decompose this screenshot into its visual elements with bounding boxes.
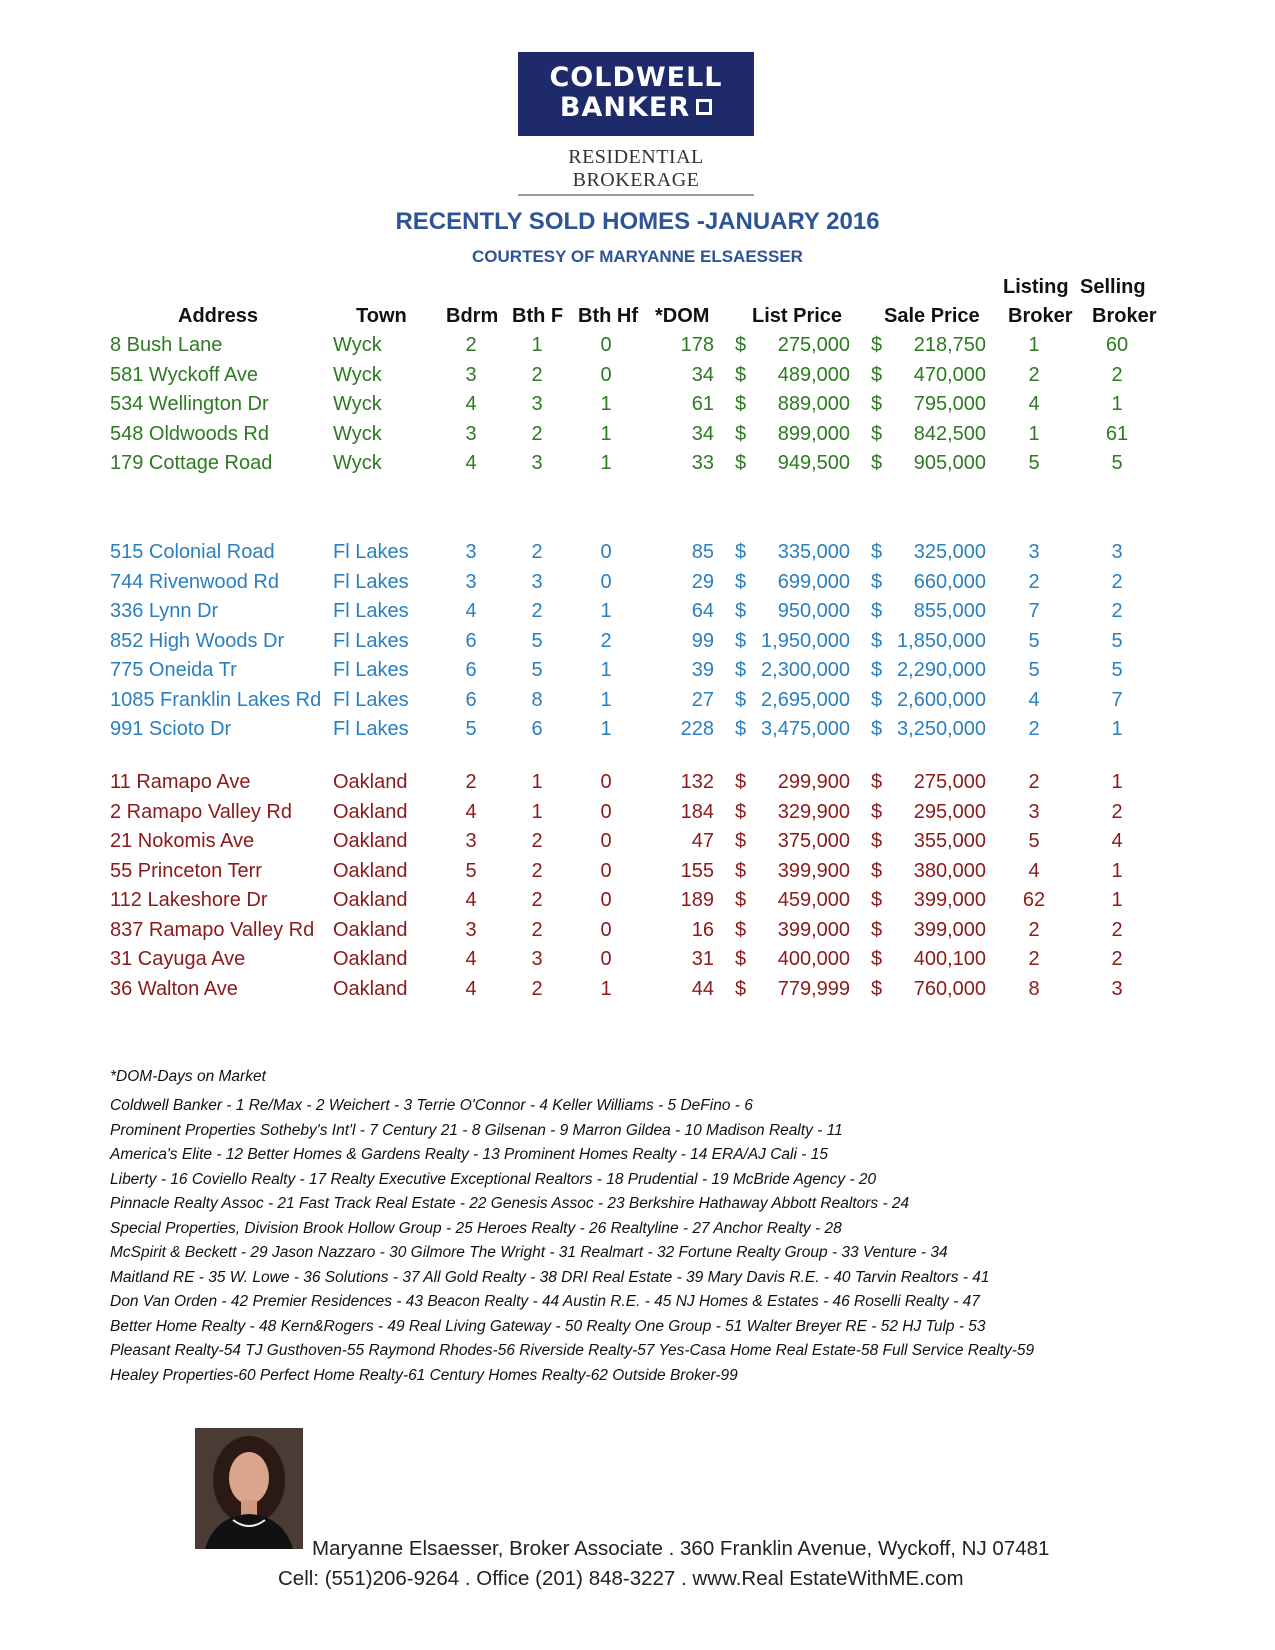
bath-half-cell: 1 (600, 452, 612, 474)
dom-cell: 47 (691, 830, 714, 852)
address-cell: 1085 Franklin Lakes Rd (110, 688, 322, 711)
currency-symbol: $ (735, 363, 747, 386)
logo-line1: COLDWELL (549, 62, 723, 93)
sale-price-cell: 660,000 (913, 570, 986, 593)
bath-full-cell: 3 (531, 452, 543, 474)
bath-full-cell: 2 (531, 889, 543, 911)
dom-cell: 228 (680, 718, 714, 740)
currency-symbol: $ (871, 889, 883, 911)
bath-full-cell: 8 (531, 688, 543, 711)
currency-symbol: $ (871, 541, 883, 563)
address-cell: 31 Cayuga Ave (110, 948, 246, 970)
broker-line: Pinnacle Realty Assoc - 21 Fast Track Real Estate - 22 Genesis Assoc - 23 Berkshire Hathaway Abbott Realtors - 24 (110, 1195, 910, 1212)
listing-broker-cell: 4 (1028, 859, 1040, 882)
dom-cell: 64 (691, 600, 714, 622)
sale-price-cell: 325,000 (913, 541, 986, 563)
currency-symbol: $ (871, 859, 883, 882)
listing-broker-cell: 2 (1028, 771, 1040, 793)
currency-symbol: $ (735, 859, 747, 882)
bath-half-cell: 1 (600, 688, 612, 711)
table-row (0, 392, 1275, 420)
listing-broker-cell: 5 (1028, 659, 1040, 681)
header-address: Address (178, 305, 259, 327)
sale-price-cell: 905,000 (913, 452, 986, 474)
list-price-cell: 699,000 (777, 570, 850, 593)
list-price-cell: 275,000 (777, 334, 850, 356)
bdrm-cell: 6 (465, 688, 477, 711)
header-selling-bottom: Broker (1092, 305, 1157, 327)
bath-full-cell: 2 (531, 918, 543, 941)
sale-price-cell: 399,000 (913, 889, 986, 911)
dom-cell: 99 (691, 629, 714, 652)
currency-symbol: $ (871, 948, 883, 970)
list-price-cell: 899,000 (777, 422, 850, 445)
town-cell: Oakland (333, 859, 408, 882)
listing-broker-cell: 5 (1028, 830, 1040, 852)
bdrm-cell: 4 (465, 452, 477, 474)
sale-price-cell: 470,000 (913, 363, 986, 386)
bath-half-cell: 1 (600, 718, 612, 740)
logo-subtitle: RESIDENTIAL BROKERAGE (518, 146, 754, 196)
dom-cell: 178 (680, 334, 714, 356)
dom-note: *DOM-Days on Market (110, 1068, 266, 1085)
selling-broker-cell: 2 (1111, 948, 1123, 970)
bdrm-cell: 3 (465, 570, 477, 593)
sale-price-cell: 400,100 (913, 948, 986, 970)
table-row (0, 977, 1275, 1005)
table-row (0, 540, 1275, 568)
selling-broker-cell: 4 (1111, 830, 1123, 852)
currency-symbol: $ (735, 334, 747, 356)
sale-price-cell: 795,000 (913, 393, 986, 415)
sale-price-cell: 399,000 (913, 918, 986, 941)
list-price-cell: 399,900 (777, 859, 850, 882)
bdrm-cell: 2 (465, 334, 477, 356)
currency-symbol: $ (735, 659, 747, 681)
currency-symbol: $ (871, 918, 883, 941)
bath-half-cell: 0 (600, 948, 612, 970)
currency-symbol: $ (735, 977, 747, 1000)
currency-symbol: $ (871, 393, 883, 415)
address-cell: 991 Scioto Dr (110, 718, 232, 740)
bath-half-cell: 0 (600, 570, 612, 593)
list-price-cell: 950,000 (777, 600, 850, 622)
currency-symbol: $ (871, 570, 883, 593)
dom-cell: 155 (680, 859, 714, 882)
list-price-cell: 459,000 (777, 889, 850, 911)
bath-half-cell: 1 (600, 659, 612, 681)
dom-cell: 132 (680, 771, 714, 793)
table-row (0, 451, 1275, 479)
dom-cell: 27 (691, 688, 714, 711)
currency-symbol: $ (871, 422, 883, 445)
bath-full-cell: 2 (531, 363, 543, 386)
dom-cell: 33 (691, 452, 714, 474)
listing-broker-cell: 1 (1028, 422, 1040, 445)
header-town: Town (356, 305, 407, 327)
selling-broker-cell: 61 (1105, 422, 1129, 445)
table-row (0, 570, 1275, 598)
town-cell: Fl Lakes (333, 600, 409, 622)
broker-line: Special Properties, Division Brook Hollow Group - 25 Heroes Realty - 26 Realtyline - 27 Anchor Realty - 28 (110, 1219, 842, 1237)
header-listing-bottom: Broker (1008, 305, 1073, 327)
currency-symbol: $ (871, 800, 883, 823)
selling-broker-cell: 1 (1111, 859, 1123, 882)
bdrm-cell: 5 (465, 859, 477, 882)
town-cell: Wyck (333, 393, 382, 415)
table-row (0, 629, 1275, 657)
currency-symbol: $ (871, 771, 883, 793)
list-price-cell: 949,500 (777, 452, 850, 474)
listing-broker-cell: 62 (1022, 889, 1046, 911)
broker-line: America's Elite - 12 Better Homes & Gardens Realty - 13 Prominent Homes Realty - 14 ERA/AJ Cali - 15 (110, 1146, 828, 1163)
bath-full-cell: 3 (531, 570, 543, 593)
table-row (0, 859, 1275, 887)
bath-full-cell: 3 (531, 948, 543, 970)
bdrm-cell: 4 (465, 889, 477, 911)
listing-broker-cell: 1 (1028, 334, 1040, 356)
bath-full-cell: 3 (531, 393, 543, 415)
dom-cell: 29 (691, 570, 714, 593)
selling-broker-cell: 3 (1111, 541, 1123, 563)
agent-photo (195, 1428, 303, 1549)
header-list-price: List Price (752, 305, 843, 327)
sale-price-cell: 2,600,000 (897, 688, 986, 711)
dom-cell: 31 (691, 948, 714, 970)
selling-broker-cell: 1 (1111, 771, 1123, 793)
currency-symbol: $ (735, 918, 747, 941)
header-selling-top: Selling (1080, 276, 1146, 298)
address-cell: 581 Wyckoff Ave (110, 363, 259, 386)
header-dom: *DOM (655, 305, 710, 327)
list-price-cell: 335,000 (777, 541, 850, 563)
currency-symbol: $ (871, 334, 883, 356)
listing-broker-cell: 3 (1028, 800, 1040, 823)
bdrm-cell: 3 (465, 363, 477, 386)
address-cell: 112 Lakeshore Dr (110, 889, 268, 911)
logo-square-icon (696, 99, 712, 115)
listing-broker-cell: 2 (1028, 718, 1040, 740)
address-cell: 515 Colonial Road (110, 541, 275, 563)
town-cell: Fl Lakes (333, 718, 409, 740)
listing-broker-cell: 5 (1028, 452, 1040, 474)
list-price-cell: 779,999 (777, 977, 850, 1000)
bath-full-cell: 2 (531, 830, 543, 852)
bdrm-cell: 2 (465, 771, 477, 793)
coldwell-banker-logo (518, 52, 754, 136)
table-row (0, 333, 1275, 361)
listing-broker-cell: 2 (1028, 918, 1040, 941)
currency-symbol: $ (735, 800, 747, 823)
table-row (0, 918, 1275, 946)
header-bth-f: Bth F (512, 305, 564, 327)
broker-line: Liberty - 16 Coviello Realty - 17 Realty Executive Exceptional Realtors - 18 Prudential - 19 McBride Agency - 20 (110, 1170, 877, 1188)
list-price-cell: 489,000 (777, 363, 850, 386)
bath-full-cell: 5 (531, 629, 543, 652)
bath-half-cell: 0 (600, 541, 612, 563)
bath-half-cell: 0 (600, 889, 612, 911)
sale-price-cell: 295,000 (913, 800, 986, 823)
sale-price-cell: 855,000 (913, 600, 986, 622)
address-cell: 179 Cottage Road (110, 452, 273, 474)
town-cell: Fl Lakes (333, 570, 409, 593)
town-cell: Oakland (333, 977, 408, 1000)
bath-full-cell: 6 (531, 718, 543, 740)
bdrm-cell: 4 (465, 948, 477, 970)
bath-half-cell: 0 (600, 859, 612, 882)
selling-broker-cell: 2 (1111, 800, 1123, 823)
bath-half-cell: 1 (600, 600, 612, 622)
currency-symbol: $ (735, 629, 747, 652)
dom-cell: 184 (680, 800, 714, 823)
broker-line: Coldwell Banker - 1 Re/Max - 2 Weichert - 3 Terrie O'Connor - 4 Keller Williams - 5 DeFino - 6 (110, 1097, 753, 1114)
table-row (0, 800, 1275, 828)
selling-broker-cell: 1 (1111, 718, 1123, 740)
sale-price-cell: 1,850,000 (897, 629, 986, 652)
address-cell: 36 Walton Ave (110, 977, 238, 1000)
list-price-cell: 400,000 (777, 948, 850, 970)
town-cell: Wyck (333, 452, 382, 474)
list-price-cell: 299,900 (777, 771, 850, 793)
header-listing-top: Listing (1003, 276, 1069, 298)
contact-phones-web: Cell: (551)206-9264 . Office (201) 848-3227 . www.Real EstateWithME.com (278, 1567, 964, 1590)
selling-broker-cell: 2 (1111, 600, 1123, 622)
bath-half-cell: 0 (600, 800, 612, 823)
selling-broker-cell: 2 (1111, 363, 1123, 386)
listing-broker-cell: 2 (1028, 570, 1040, 593)
logo-line2: BANKER (559, 92, 691, 123)
bdrm-cell: 3 (465, 541, 477, 563)
bath-full-cell: 2 (531, 600, 543, 622)
bath-full-cell: 5 (531, 659, 543, 681)
bath-half-cell: 1 (600, 422, 612, 445)
table-row (0, 363, 1275, 391)
bath-half-cell: 0 (600, 918, 612, 941)
contact-address: Maryanne Elsaesser, Broker Associate . 360 Franklin Avenue, Wyckoff, NJ 07481 (312, 1537, 1050, 1560)
table-row (0, 422, 1275, 450)
selling-broker-cell: 7 (1111, 688, 1123, 711)
table-row (0, 717, 1275, 745)
listing-broker-cell: 2 (1028, 363, 1040, 386)
town-cell: Oakland (333, 918, 408, 941)
broker-line: Don Van Orden - 42 Premier Residences - 43 Beacon Realty - 44 Austin R.E. - 45 NJ Homes & Estates - 46 Roselli Realty - 47 (110, 1293, 980, 1310)
bdrm-cell: 3 (465, 830, 477, 852)
address-cell: 837 Ramapo Valley Rd (110, 918, 315, 941)
selling-broker-cell: 2 (1111, 918, 1123, 941)
currency-symbol: $ (871, 363, 883, 386)
currency-symbol: $ (871, 629, 883, 652)
table-row (0, 888, 1275, 916)
address-cell: 744 Rivenwood Rd (110, 570, 279, 593)
listing-broker-cell: 2 (1028, 948, 1040, 970)
dom-cell: 34 (691, 363, 714, 386)
list-price-cell: 1,950,000 (761, 629, 850, 652)
address-cell: 55 Princeton Terr (110, 859, 262, 882)
list-price-cell: 329,900 (777, 800, 850, 823)
address-cell: 336 Lynn Dr (110, 600, 219, 622)
bdrm-cell: 3 (465, 422, 477, 445)
town-cell: Fl Lakes (333, 688, 409, 711)
currency-symbol: $ (871, 688, 883, 711)
list-price-cell: 375,000 (777, 830, 850, 852)
dom-cell: 85 (691, 541, 714, 563)
bdrm-cell: 6 (465, 659, 477, 681)
bath-half-cell: 0 (600, 363, 612, 386)
page-title: RECENTLY SOLD HOMES -JANUARY 2016 (395, 208, 880, 235)
currency-symbol: $ (735, 830, 747, 852)
bath-half-cell: 2 (600, 629, 612, 652)
currency-symbol: $ (735, 452, 747, 474)
currency-symbol: $ (735, 393, 747, 415)
dom-cell: 189 (680, 889, 714, 911)
listing-broker-cell: 4 (1028, 393, 1040, 415)
address-cell: 548 Oldwoods Rd (110, 422, 269, 445)
town-cell: Oakland (333, 948, 408, 970)
table-row (0, 770, 1275, 798)
currency-symbol: $ (735, 570, 747, 593)
address-cell: 534 Wellington Dr (110, 393, 269, 415)
listing-broker-cell: 4 (1028, 688, 1040, 711)
address-cell: 2 Ramapo Valley Rd (110, 800, 292, 823)
broker-line: Prominent Properties Sotheby's Int'l - 7 Century 21 - 8 Gilsenan - 9 Marron Gildea - 10 Madison Realty - 11 (110, 1121, 843, 1139)
bdrm-cell: 4 (465, 800, 477, 823)
header-sale-price: Sale Price (884, 305, 980, 327)
currency-symbol: $ (735, 948, 747, 970)
selling-broker-cell: 1 (1111, 889, 1123, 911)
town-cell: Fl Lakes (333, 659, 409, 681)
list-price-cell: 3,475,000 (761, 718, 850, 740)
address-cell: 11 Ramapo Ave (110, 771, 251, 793)
sale-price-cell: 355,000 (913, 830, 986, 852)
town-cell: Wyck (333, 334, 382, 356)
list-price-cell: 2,695,000 (761, 688, 850, 711)
currency-symbol: $ (735, 422, 747, 445)
sale-price-cell: 275,000 (913, 771, 986, 793)
selling-broker-cell: 2 (1111, 570, 1123, 593)
selling-broker-cell: 5 (1111, 452, 1123, 474)
town-cell: Oakland (333, 830, 408, 852)
selling-broker-cell: 60 (1105, 334, 1129, 356)
town-cell: Fl Lakes (333, 541, 409, 563)
bdrm-cell: 4 (465, 600, 477, 622)
dom-cell: 16 (691, 918, 714, 941)
town-cell: Oakland (333, 771, 408, 793)
bath-half-cell: 1 (600, 393, 612, 415)
bath-full-cell: 1 (531, 800, 543, 823)
currency-symbol: $ (871, 830, 883, 852)
selling-broker-cell: 5 (1111, 629, 1123, 652)
dom-cell: 44 (691, 977, 714, 1000)
dom-cell: 34 (691, 422, 714, 445)
list-price-cell: 399,000 (777, 918, 850, 941)
dom-cell: 39 (691, 659, 714, 681)
bath-half-cell: 1 (600, 977, 612, 1000)
broker-line: McSpirit & Beckett - 29 Jason Nazzaro - 30 Gilmore The Wright - 31 Realmart - 32 Fortune Realty Group - 33 Venture - 34 (110, 1244, 948, 1261)
bdrm-cell: 5 (465, 718, 477, 740)
selling-broker-cell: 1 (1111, 393, 1123, 415)
bdrm-cell: 6 (465, 629, 477, 652)
currency-symbol: $ (735, 718, 747, 740)
listing-broker-cell: 7 (1028, 600, 1040, 622)
selling-broker-cell: 3 (1111, 977, 1123, 1000)
bath-half-cell: 0 (600, 771, 612, 793)
dom-cell: 61 (691, 393, 714, 415)
address-cell: 21 Nokomis Ave (110, 830, 255, 852)
currency-symbol: $ (871, 659, 883, 681)
selling-broker-cell: 5 (1111, 659, 1123, 681)
table-row (0, 947, 1275, 975)
currency-symbol: $ (735, 889, 747, 911)
bath-full-cell: 2 (531, 977, 543, 1000)
bath-full-cell: 2 (531, 859, 543, 882)
table-row (0, 658, 1275, 686)
town-cell: Wyck (333, 422, 382, 445)
sale-price-cell: 218,750 (913, 334, 986, 356)
bdrm-cell: 4 (465, 393, 477, 415)
sale-price-cell: 3,250,000 (897, 718, 986, 740)
bath-full-cell: 1 (531, 771, 543, 793)
listing-broker-cell: 3 (1028, 541, 1040, 563)
currency-symbol: $ (735, 541, 747, 563)
currency-symbol: $ (871, 977, 883, 1000)
currency-symbol: $ (735, 688, 747, 711)
town-cell: Oakland (333, 889, 408, 911)
bdrm-cell: 3 (465, 918, 477, 941)
bath-half-cell: 0 (600, 830, 612, 852)
list-price-cell: 889,000 (777, 393, 850, 415)
bath-full-cell: 1 (531, 334, 543, 356)
table-row (0, 829, 1275, 857)
broker-legend (110, 1068, 1035, 1388)
broker-line: Maitland RE - 35 W. Lowe - 36 Solutions - 37 All Gold Realty - 38 DRI Real Estate - 39 Mary Davis R.E. - 40 Tarvin Realtors - 41 (110, 1268, 990, 1286)
listing-broker-cell: 8 (1028, 977, 1040, 1000)
town-cell: Oakland (333, 800, 408, 823)
address-cell: 775 Oneida Tr (110, 659, 237, 681)
sale-price-cell: 842,500 (913, 422, 986, 445)
broker-line: Pleasant Realty-54 TJ Gusthoven-55 Raymond Rhodes-56 Riverside Realty-57 Yes-Casa Home Real Estate-58 Full Service Realty-59 (110, 1342, 1035, 1359)
bath-full-cell: 2 (531, 541, 543, 563)
currency-symbol: $ (871, 452, 883, 474)
address-cell: 8 Bush Lane (110, 334, 223, 356)
town-cell: Wyck (333, 363, 382, 386)
sale-price-cell: 760,000 (913, 977, 986, 1000)
bath-half-cell: 0 (600, 334, 612, 356)
currency-symbol: $ (871, 718, 883, 740)
header-bth-hf: Bth Hf (578, 305, 638, 327)
currency-symbol: $ (735, 771, 747, 793)
currency-symbol: $ (735, 600, 747, 622)
sale-price-cell: 2,290,000 (897, 659, 986, 681)
table-row (0, 688, 1275, 716)
agent-portrait-icon (195, 1428, 303, 1549)
header-bdrm: Bdrm (446, 305, 499, 327)
broker-line: Healey Properties-60 Perfect Home Realty-61 Century Homes Realty-62 Outside Broker-99 (110, 1366, 738, 1384)
town-cell: Fl Lakes (333, 629, 409, 652)
bath-full-cell: 2 (531, 422, 543, 445)
sale-price-cell: 380,000 (913, 859, 986, 882)
list-price-cell: 2,300,000 (761, 659, 850, 681)
currency-symbol: $ (871, 600, 883, 622)
broker-line: Better Home Realty - 48 Kern&Rogers - 49 Real Living Gateway - 50 Realty One Group - 51 Walter Breyer RE - 52 HJ Tulp - 53 (110, 1317, 986, 1335)
table-row (0, 599, 1275, 627)
address-cell: 852 High Woods Dr (110, 629, 285, 652)
listing-broker-cell: 5 (1028, 629, 1040, 652)
bdrm-cell: 4 (465, 977, 477, 1000)
courtesy-line: COURTESY OF MARYANNE ELSAESSER (472, 247, 803, 266)
